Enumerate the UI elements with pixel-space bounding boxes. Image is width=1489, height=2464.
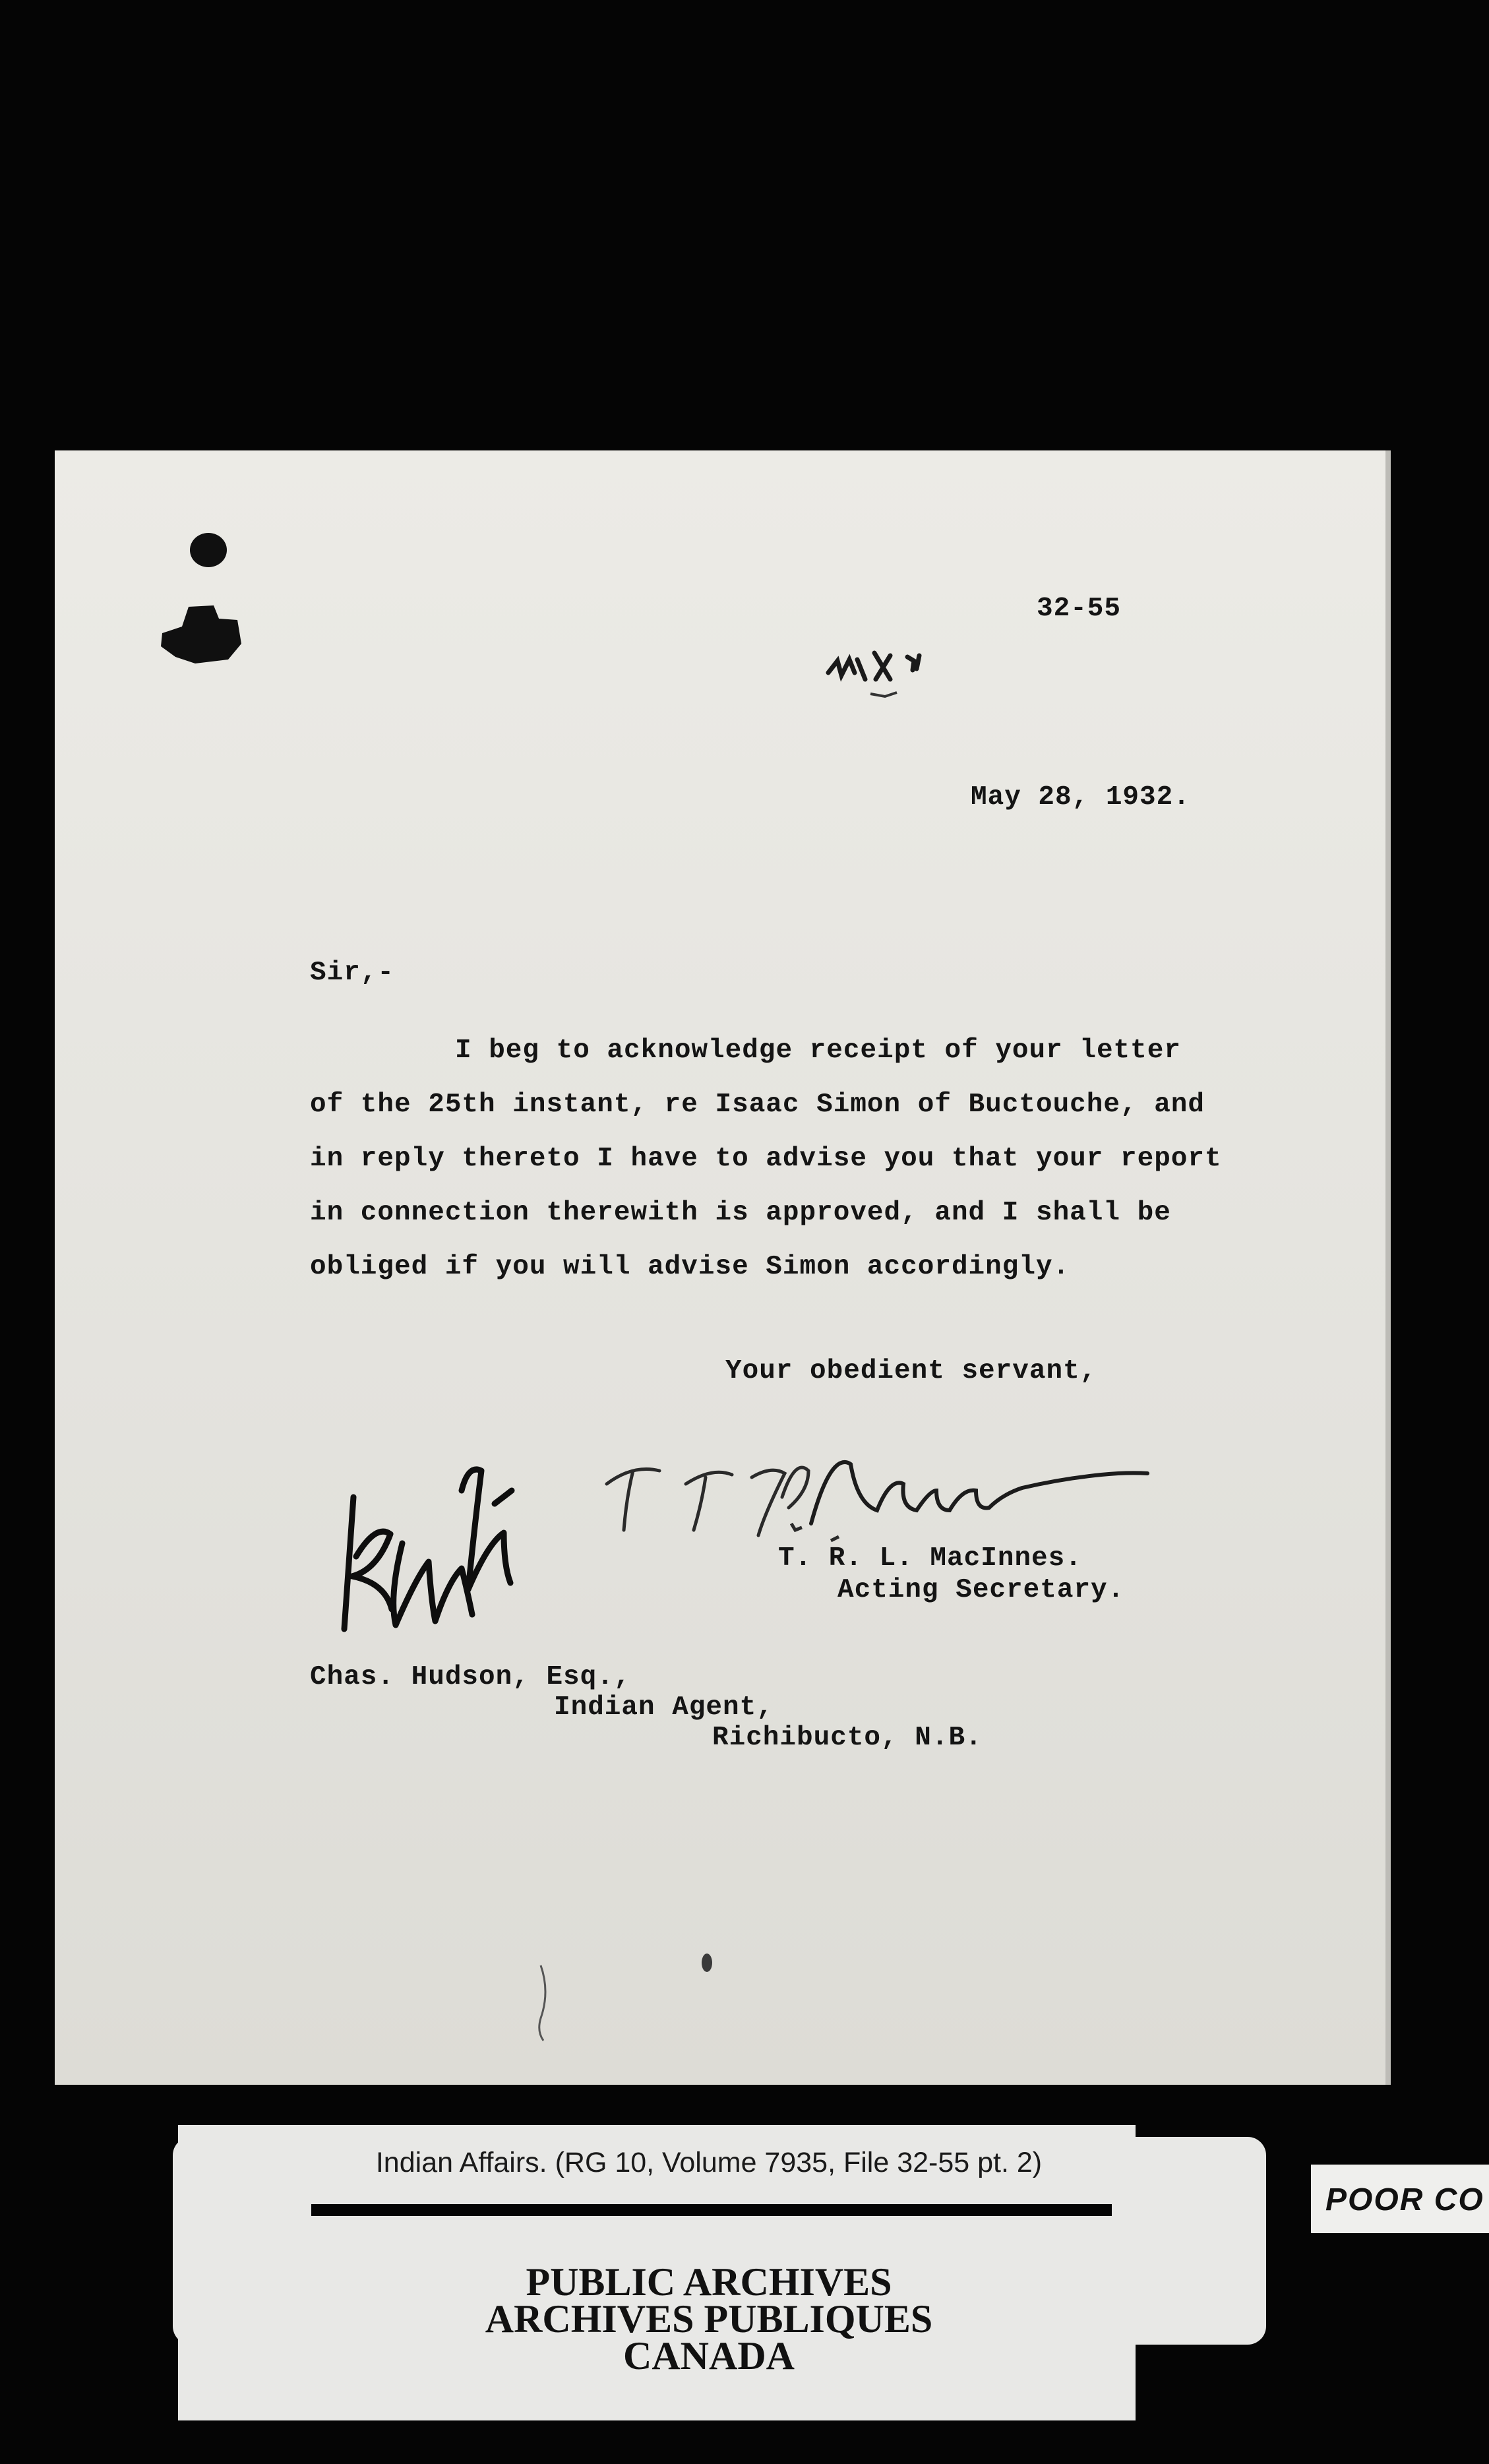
- body-line-2: of the 25th instant, re Isaac Simon of Buctouche, and: [310, 1090, 1205, 1120]
- recipient-name: Chas. Hudson, Esq.,: [310, 1662, 631, 1692]
- body-line-1: I beg to acknowledge receipt of your letter: [455, 1035, 1181, 1066]
- quality-note: POOR CO: [1311, 2165, 1489, 2233]
- stamp-mark: [815, 633, 947, 712]
- body-line-3: in reply thereto I have to advise you that your report: [310, 1144, 1222, 1174]
- handwritten-initials: [330, 1464, 541, 1636]
- paper-specks: [528, 1939, 725, 2045]
- body-line-5: obliged if you will advise Simon accordingly.: [310, 1252, 1070, 1282]
- signatory-name: T. R. L. MacInnes.: [778, 1543, 1082, 1574]
- recipient-location: Richibucto, N.B.: [712, 1723, 983, 1753]
- salutation: Sir,-: [310, 958, 395, 988]
- file-number: 32-55: [1037, 594, 1122, 624]
- letter-date: May 28, 1932.: [971, 782, 1190, 813]
- archive-line-2: ARCHIVES PUBLIQUES: [485, 2297, 933, 2341]
- archive-line-3: CANADA: [623, 2334, 795, 2378]
- ink-blot-mark: [156, 528, 248, 679]
- recipient-position: Indian Agent,: [554, 1692, 774, 1723]
- archive-line-1: PUBLIC ARCHIVES: [526, 2260, 892, 2304]
- signatory-title: Acting Secretary.: [837, 1575, 1125, 1605]
- closing-line: Your obedient servant,: [725, 1356, 1097, 1386]
- body-line-4: in connection therewith is approved, and I shall be: [310, 1198, 1171, 1228]
- archive-file-reference: Indian Affairs. (RG 10, Volume 7935, File 32-55 pt. 2): [375, 2147, 1043, 2178]
